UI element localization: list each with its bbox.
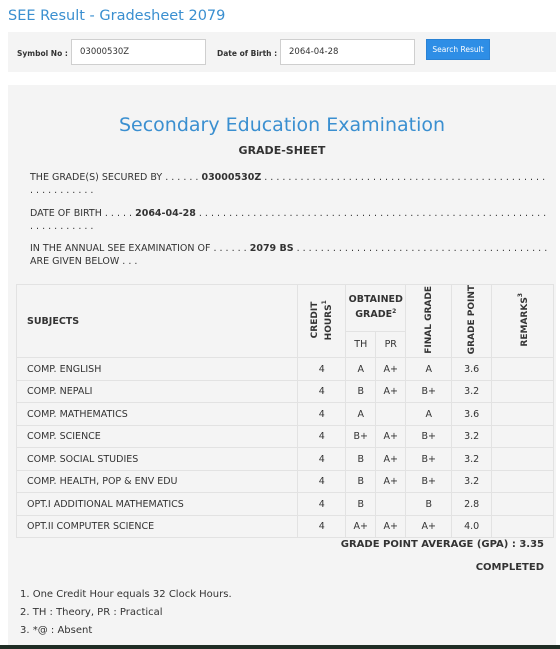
exam-title: Secondary Education Examination bbox=[118, 114, 446, 136]
table-row bbox=[17, 380, 554, 403]
header-th: TH bbox=[346, 332, 376, 358]
remarks-cell bbox=[492, 403, 554, 426]
table-row bbox=[17, 425, 554, 448]
table-row bbox=[17, 448, 554, 471]
credit-cell: 4 bbox=[298, 493, 346, 516]
pr-cell: A+ bbox=[376, 470, 406, 493]
search-form bbox=[8, 32, 556, 72]
credit-cell: 4 bbox=[298, 470, 346, 493]
footnote-item: 1. One Credit Hour equals 32 Clock Hours. bbox=[20, 589, 232, 600]
final-cell: A bbox=[406, 358, 452, 381]
subject-cell: COMP. MATHEMATICS bbox=[17, 403, 298, 426]
gp-cell: 2.8 bbox=[452, 493, 492, 516]
dob-label: Date of Birth : bbox=[217, 49, 278, 58]
pr-cell: A+ bbox=[376, 448, 406, 471]
symbol-label: Symbol No : bbox=[17, 49, 68, 58]
status-text: COMPLETED bbox=[475, 562, 544, 573]
header-pr: PR bbox=[376, 332, 406, 358]
pr-cell bbox=[376, 403, 406, 426]
remarks-cell bbox=[492, 515, 554, 538]
credit-cell: 4 bbox=[298, 515, 346, 538]
th-cell: A bbox=[346, 403, 376, 426]
gp-cell: 3.2 bbox=[452, 470, 492, 493]
final-cell: B+ bbox=[406, 448, 452, 471]
info-name-line: THE GRADE(S) SECURED BY . . . . . . 03000530Z . . . . . . . . . . . . . . . . . . . . . . . . . . . . . . . . . . . . . . . . . . . . . . . . . . . . . . . . . . bbox=[30, 172, 546, 196]
final-cell: A+ bbox=[406, 515, 452, 538]
final-cell: B+ bbox=[406, 380, 452, 403]
subject-cell: COMP. NEPALI bbox=[17, 380, 298, 403]
credit-cell: 4 bbox=[298, 448, 346, 471]
final-cell: B+ bbox=[406, 425, 452, 448]
gp-cell: 4.0 bbox=[452, 515, 492, 538]
header-remarks: REMARKS$^3$ bbox=[492, 285, 554, 358]
pr-cell: A+ bbox=[376, 425, 406, 448]
table-row bbox=[17, 493, 554, 516]
gp-cell: 3.6 bbox=[452, 358, 492, 381]
th-cell: B bbox=[346, 470, 376, 493]
header-credit-hours: CREDIT HOURS$^1$ bbox=[298, 285, 346, 358]
th-cell: B bbox=[346, 493, 376, 516]
gpa-value: 3.35 bbox=[519, 539, 544, 550]
header-subjects: SUBJECTS bbox=[17, 285, 298, 358]
dob-input[interactable]: 2064-04-28 bbox=[280, 39, 415, 65]
gpa-summary: GRADE POINT AVERAGE (GPA) : 3.35 bbox=[340, 539, 544, 550]
table-row bbox=[17, 358, 554, 381]
remarks-cell bbox=[492, 448, 554, 471]
info-dob-line: DATE OF BIRTH . . . . . 2064-04-28 . . . . . . . . . . . . . . . . . . . . . . . . . . . . . . . . . . . . . . . . . . . . . . . . . . . . . . . . . . . . . . . . . . . . . bbox=[30, 208, 547, 232]
symbol-input[interactable]: 03000530Z bbox=[71, 39, 206, 65]
subject-cell: OPT.I ADDITIONAL MATHEMATICS bbox=[17, 493, 298, 516]
header-grade-point: GRADE POINT bbox=[452, 285, 492, 358]
grade-table bbox=[16, 284, 554, 538]
credit-cell: 4 bbox=[298, 358, 346, 381]
credit-cell: 4 bbox=[298, 380, 346, 403]
remarks-cell bbox=[492, 425, 554, 448]
remarks-cell bbox=[492, 470, 554, 493]
footnotes bbox=[20, 586, 232, 640]
page-title: SEE Result - Gradesheet 2079 bbox=[8, 8, 226, 24]
table-row bbox=[17, 470, 554, 493]
final-cell: B bbox=[406, 493, 452, 516]
th-cell: B+ bbox=[346, 425, 376, 448]
th-cell: A bbox=[346, 358, 376, 381]
pr-cell: A+ bbox=[376, 515, 406, 538]
table-row bbox=[17, 515, 554, 538]
gradesheet-card bbox=[8, 85, 556, 649]
final-cell: A bbox=[406, 403, 452, 426]
th-cell: B bbox=[346, 448, 376, 471]
th-cell: B bbox=[346, 380, 376, 403]
credit-cell: 4 bbox=[298, 425, 346, 448]
footnote-item: 2. TH : Theory, PR : Practical bbox=[20, 607, 163, 618]
remarks-cell bbox=[492, 493, 554, 516]
sheet-subtitle: GRADE-SHEET bbox=[238, 144, 326, 157]
subject-cell: COMP. SOCIAL STUDIES bbox=[17, 448, 298, 471]
header-final-grade: FINAL GRADE bbox=[406, 285, 452, 358]
search-result-button[interactable]: Search Result bbox=[426, 39, 490, 60]
subject-cell: COMP. HEALTH, POP & ENV EDU bbox=[17, 470, 298, 493]
subject-cell: OPT.II COMPUTER SCIENCE bbox=[17, 515, 298, 538]
remarks-cell bbox=[492, 358, 554, 381]
info-exam-line: IN THE ANNUAL SEE EXAMINATION OF . . . . . . 2079 BS . . . . . . . . . . . . . . . . . . . . . . . . . . . . . . . . . . . . . . . . . . ARE GIVEN BELOW . . . bbox=[30, 243, 548, 267]
gp-cell: 3.2 bbox=[452, 425, 492, 448]
th-cell: A+ bbox=[346, 515, 376, 538]
footnote-item: 3. *@ : Absent bbox=[20, 625, 93, 636]
gp-cell: 3.6 bbox=[452, 403, 492, 426]
bottom-bar bbox=[0, 645, 560, 649]
subject-cell: COMP. SCIENCE bbox=[17, 425, 298, 448]
subject-cell: COMP. ENGLISH bbox=[17, 358, 298, 381]
credit-cell: 4 bbox=[298, 403, 346, 426]
gp-cell: 3.2 bbox=[452, 448, 492, 471]
table-row bbox=[17, 403, 554, 426]
pr-cell bbox=[376, 493, 406, 516]
pr-cell: A+ bbox=[376, 380, 406, 403]
final-cell: B+ bbox=[406, 470, 452, 493]
remarks-cell bbox=[492, 380, 554, 403]
gp-cell: 3.2 bbox=[452, 380, 492, 403]
pr-cell: A+ bbox=[376, 358, 406, 381]
header-obtained-grade: OBTAINED GRADE$^2$ bbox=[346, 285, 406, 332]
